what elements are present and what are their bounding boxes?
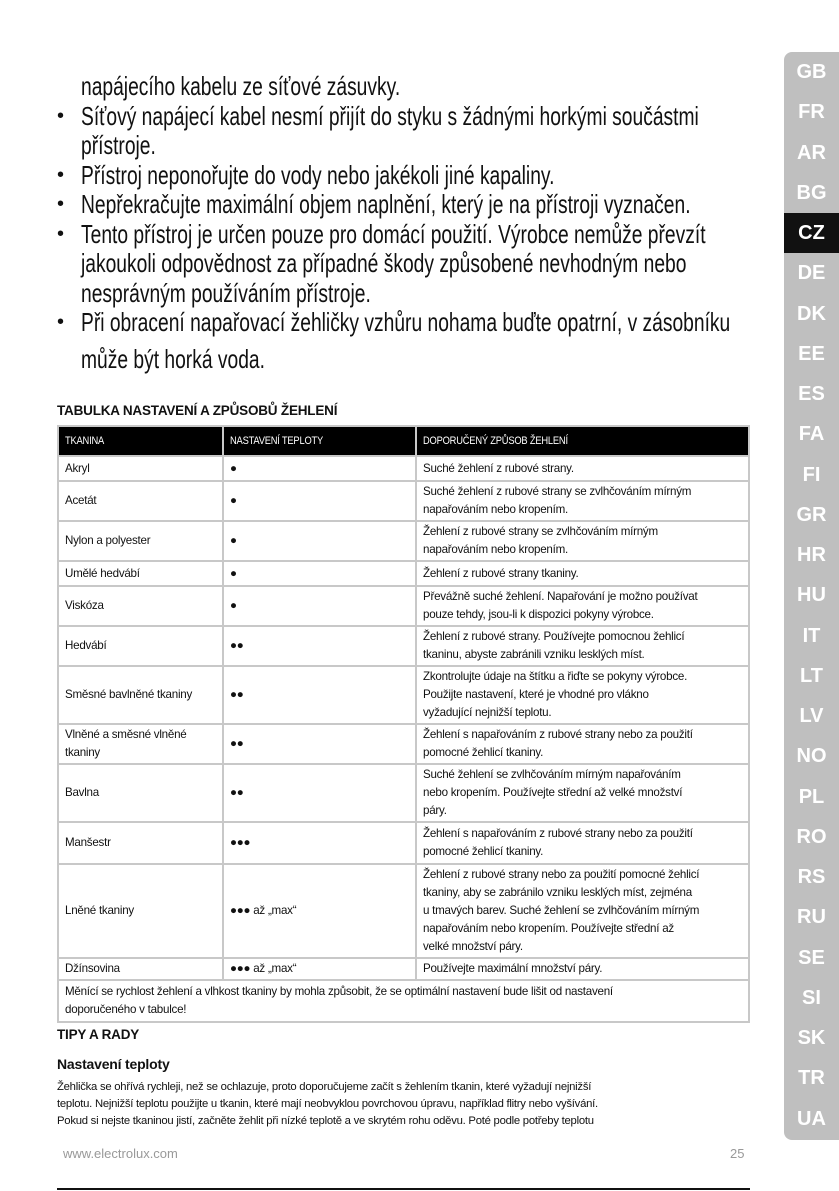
cell-method: Suché žehlení se zvlhčováním mírným napařováním nebo kropením. Používejte střední až velké množství páry. [416, 764, 749, 822]
cell-method: Žehlení s napařováním z rubové strany nebo za použití pomocné žehlicí tkaniny. [416, 724, 749, 764]
language-tab-dk[interactable]: DK [797, 302, 826, 325]
language-tab-tr[interactable]: TR [798, 1067, 825, 1090]
bullet-line [57, 190, 757, 220]
cell-fabric: Lněné tkaniny [58, 864, 223, 958]
language-tab-de[interactable]: DE [797, 262, 826, 285]
cell-method: Žehlení z rubové strany tkaniny. [416, 561, 749, 586]
language-tab-hu[interactable]: HU [797, 584, 826, 607]
cell-method: Převážně suché žehlení. Napařování je možno používat pouze tehdy, jsou-li k dispozici pokyny výrobce. [416, 586, 749, 626]
cell-method: Suché žehlení z rubové strany se zvlhčováním mírným napařováním nebo kropením. [416, 481, 749, 521]
cell-temperature: ● [223, 456, 416, 481]
cell-fabric: Manšestr [58, 822, 223, 864]
language-tab-ru[interactable]: RU [797, 906, 826, 929]
bullet-text: může být horká voda. [81, 343, 265, 374]
header-method: DOPORUČENÝ ZPŮSOB ŽEHLENÍ [416, 426, 749, 456]
bullet-line [57, 102, 757, 132]
bullet-icon: • [57, 104, 65, 127]
bullet-line [57, 131, 757, 161]
language-tab-si[interactable]: SI [802, 986, 821, 1009]
bullet-text: přístroje. [81, 130, 156, 160]
language-tab-it[interactable]: IT [802, 624, 821, 647]
cell-fabric: Směsné bavlněné tkaniny [58, 666, 223, 724]
bullet-line [57, 308, 757, 338]
language-tab-ua[interactable]: UA [797, 1107, 826, 1130]
table-row [58, 586, 749, 626]
language-tab-se[interactable]: SE [798, 946, 825, 969]
bullet-line [57, 161, 757, 191]
cell-method: Zkontrolujte údaje na štítku a řiďte se pokyny výrobce. Použijte nastavení, které je vhodné pro vlákno vyžadující nejnižší teplotu. [416, 666, 749, 724]
cell-temperature: ●● [223, 626, 416, 666]
safety-bullet-list [57, 72, 757, 374]
table-row [58, 958, 749, 980]
cell-fabric: Džínsovina [58, 958, 223, 980]
table-row [58, 521, 749, 561]
cell-fabric: Acetát [58, 481, 223, 521]
table-note-row [58, 980, 749, 1022]
language-tab-ro[interactable]: RO [796, 825, 827, 848]
tips-paragraph: Žehlička se ohřívá rychleji, než se ochlazuje, proto doporučujeme začít s žehlením tkanin, které vyžadují nejnižší teplotu. Nejnižší teplotu použijte u tkanin, které mají neobvyklou povrchovou úpravu, například flitry nebo vyšívání. Pokud si nejste tkaninou jistí, začněte žehlit při nízké teplotě a ve skrytém rohu oděvu. Poté podle potřeby teplotu [57, 1081, 598, 1127]
cell-method: Žehlení z rubové strany nebo za použití pomocné žehlicí tkaniny, aby se zabránilo vzniku lesklých míst, zejména u tmavých barev. Suché žehlení se zvlhčováním mírným napařováním nebo kropením. Používejte střední až velké množství páry. [416, 864, 749, 958]
cell-method: Žehlení s napařováním z rubové strany nebo za použití pomocné žehlicí tkaniny. [416, 822, 749, 864]
cell-temperature: ●●● [223, 822, 416, 864]
language-tab-fi[interactable]: FI [802, 463, 821, 486]
cell-temperature: ● [223, 481, 416, 521]
bullet-text: napájecího kabelu ze síťové zásuvky. [81, 71, 401, 101]
cell-temperature: ●●● až „max“ [223, 958, 416, 980]
language-tab-lt[interactable]: LT [800, 664, 823, 687]
bullet-text: Nepřekračujte maximální objem naplnění, který je na přístroji vyznačen. [81, 189, 691, 219]
language-tab-ee[interactable]: EE [798, 342, 825, 365]
cell-temperature: ● [223, 521, 416, 561]
bullet-icon: • [57, 311, 65, 333]
language-tab-no[interactable]: NO [796, 745, 827, 768]
table-row [58, 822, 749, 864]
cell-temperature: ●●● až „max“ [223, 864, 416, 958]
cell-fabric: Bavlna [58, 764, 223, 822]
language-tab-cz[interactable]: CZ [784, 213, 839, 253]
cell-temperature: ● [223, 561, 416, 586]
cell-method: Žehlení z rubové strany. Používejte pomocnou žehlicí tkaninu, abyste zabránili vzniku lesklých míst. [416, 626, 749, 666]
cell-fabric: Hedvábí [58, 626, 223, 666]
table-row [58, 666, 749, 724]
table-note: Měnící se rychlost žehlení a vlhkost tkaniny by mohla způsobit, že se optimální nastavení bude lišit od nastavení doporučeného v tabulce! [58, 980, 749, 1022]
bullet-icon: • [57, 163, 65, 186]
bullet-text: Tento přístroj je určen pouze pro domácí použití. Výrobce nemůže převzít [81, 218, 706, 249]
cell-method: Používejte maximální množství páry. [416, 958, 749, 980]
table-row [58, 481, 749, 521]
language-tab-rs[interactable]: RS [797, 866, 826, 888]
bullet-text: nesprávným používáním přístroje. [81, 277, 371, 308]
tips-subtitle: Nastavení teploty [57, 1056, 170, 1072]
cell-temperature: ● [223, 586, 416, 626]
bullet-line [57, 72, 757, 102]
cell-method: Suché žehlení z rubové strany. [416, 456, 749, 481]
ironing-settings-table [57, 425, 750, 1023]
table-header-row [58, 426, 749, 456]
cell-temperature: ●● [223, 764, 416, 822]
bullet-line [57, 220, 757, 250]
cell-fabric: Umělé hedvábí [58, 561, 223, 586]
bullet-icon: • [57, 193, 65, 215]
header-fabric: TKANINA [58, 426, 223, 456]
bullet-icon: • [57, 222, 65, 245]
cell-fabric: Akryl [58, 456, 223, 481]
tips-title: TIPY A RADY [57, 1027, 140, 1042]
cell-fabric: Vlněné a směsné vlněné tkaniny [58, 724, 223, 764]
table-row [58, 626, 749, 666]
header-temperature: NASTAVENÍ TEPLOTY [223, 426, 416, 456]
table-row [58, 764, 749, 822]
language-tab-pl[interactable]: PL [798, 785, 825, 808]
language-tab-es[interactable]: ES [798, 383, 825, 405]
language-tab-sk[interactable]: SK [797, 1027, 826, 1049]
footer-url[interactable]: www.electrolux.com [63, 1146, 178, 1161]
bullet-line [57, 279, 757, 309]
cell-fabric: Nylon a polyester [58, 521, 223, 561]
page-number: 25 [730, 1146, 745, 1161]
table-row [58, 864, 749, 958]
bullet-text: Při obracení napařovací žehličky vzhůru nohama buďte opatrní, v zásobníku [81, 307, 731, 337]
bullet-text: jakoukoli odpovědnost za případné škody způsobené nevhodným nebo [81, 248, 687, 278]
table-row [58, 724, 749, 764]
cell-fabric: Viskóza [58, 586, 223, 626]
bottom-rule [57, 1188, 750, 1190]
language-tab-ar[interactable]: AR [797, 141, 826, 164]
bullet-text: Síťový napájecí kabel nesmí přijít do styku s žádnými horkými součástmi [81, 100, 699, 131]
table-row [58, 456, 749, 481]
cell-temperature: ●● [223, 724, 416, 764]
language-tab-gb[interactable]: GB [796, 61, 827, 83]
table-title: TABULKA NASTAVENÍ A ZPŮSOBŮ ŽEHLENÍ [57, 403, 338, 418]
cell-method: Žehlení z rubové strany se zvlhčováním mírným napařováním nebo kropením. [416, 521, 749, 561]
language-tab-hr[interactable]: HR [797, 544, 826, 566]
language-tab-fr[interactable]: FR [798, 101, 825, 124]
bullet-line [57, 249, 757, 279]
bullet-text: Přístroj neponořujte do vody nebo jakékoli jiné kapaliny. [81, 159, 555, 190]
language-tab-lv[interactable]: LV [799, 705, 824, 727]
language-tab-bg[interactable]: BG [796, 181, 827, 204]
language-tab-fa[interactable]: FA [798, 423, 825, 446]
table-row [58, 561, 749, 586]
language-tab-gr[interactable]: GR [796, 503, 827, 526]
bullet-line [57, 345, 757, 375]
cell-temperature: ●● [223, 666, 416, 724]
